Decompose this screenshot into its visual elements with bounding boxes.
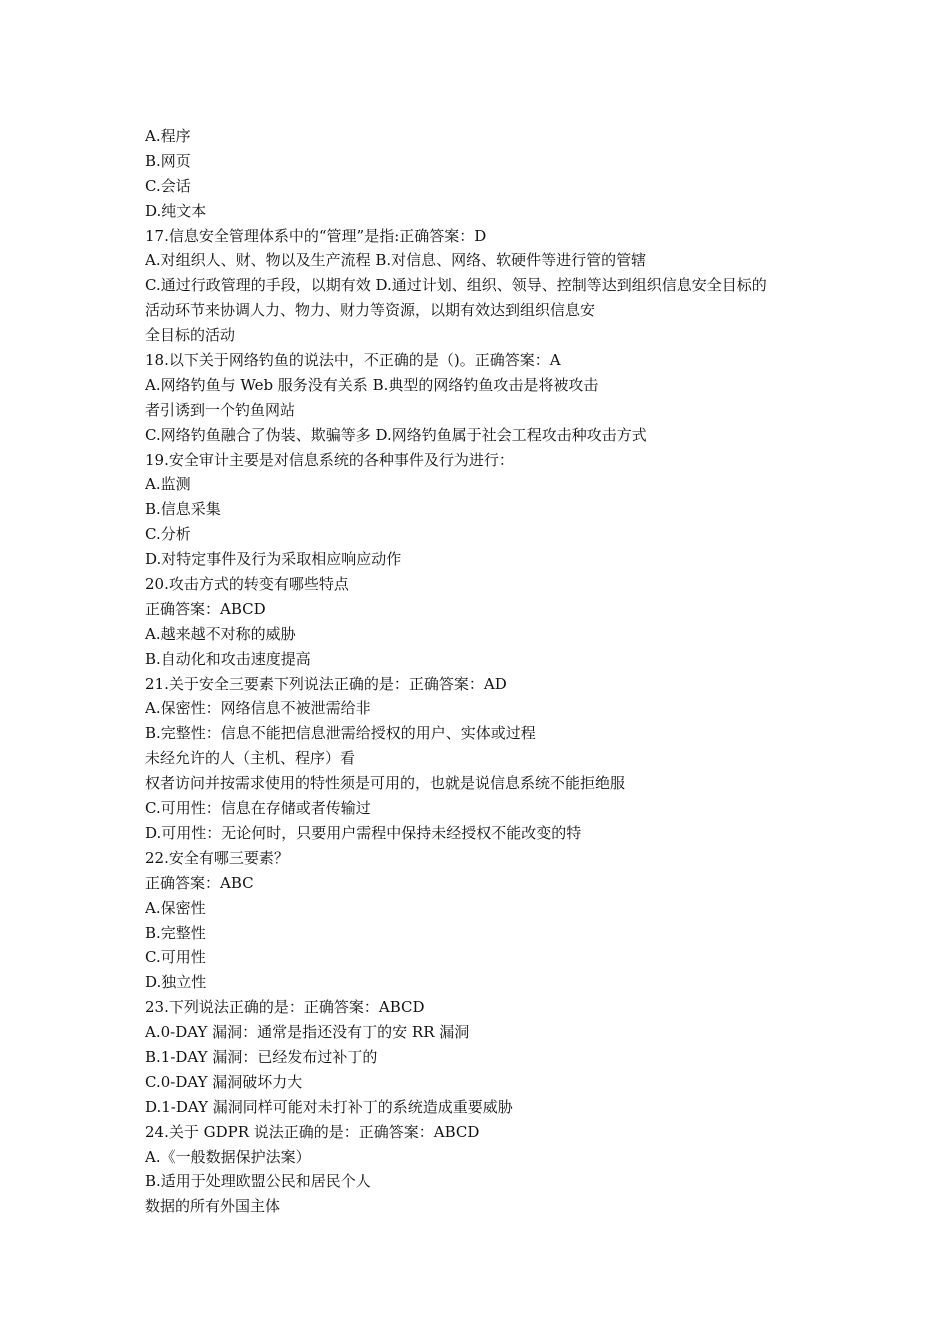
text-line: B.完整性: [145, 923, 206, 942]
text-line: C.可用性：信息在存储或者传输过: [145, 799, 371, 818]
text-line: A.保密性：网络信息不被泄需给非: [145, 699, 371, 718]
text-line: D.独立性: [145, 973, 207, 992]
text-line: D.1-DAY 漏洞同样可能对未打补丁的系统造成重要威胁: [145, 1097, 513, 1116]
text-line: 未经允许的人（主机、程序）看: [145, 749, 356, 768]
text-line: D.对特定事件及行为采取相应响应动作: [145, 550, 402, 569]
text-line: B.完整性：信息不能把信息泄需给授权的用户、实体或过程: [145, 724, 536, 743]
text-line: A.保密性: [145, 898, 206, 917]
text-line: A.网络钓鱼与 Web 服务没有关系 B.典型的网络钓鱼攻击是将被攻击: [145, 375, 599, 394]
text-line: C.通过行政管理的手段，以期有效 D.通过计划、组织、领导、控制等达到组织信息安全目标的: [145, 276, 767, 295]
text-line: 权者访问并按需求使用的特性须是可用的，也就是说信息系统不能拒绝服: [145, 774, 626, 793]
text-line: C.分析: [145, 525, 191, 544]
question-text-body: [145, 124, 825, 1219]
text-line: C.0-DAY 漏洞破坏力大: [145, 1072, 303, 1091]
text-line: C.会话: [145, 176, 191, 195]
text-line: A.程序: [145, 127, 191, 145]
text-line: A.监测: [145, 475, 191, 494]
text-line: 20.攻击方式的转变有哪些特点: [145, 575, 349, 594]
text-line: 17.信息安全管理体系中的“管理”是指:正确答案：D: [145, 226, 487, 245]
text-line: A.《一般数据保护法案）: [145, 1147, 311, 1166]
text-line: 24.关于 GDPR 说法正确的是：正确答案：ABCD: [145, 1122, 480, 1141]
text-line: 正确答案：ABCD: [145, 599, 266, 618]
text-line: B.信息采集: [145, 500, 221, 519]
text-line: 活动环节来协调人力、物力、财力等资源，以期有效达到组织信息安: [145, 301, 596, 320]
text-line: A.对组织人、财、物以及生产流程 B.对信息、网络、软硬件等进行管的管辖: [145, 251, 647, 270]
text-line: B.自动化和攻击速度提高: [145, 649, 311, 668]
text-line: 19.安全审计主要是对信息系统的各种事件及行为进行：: [145, 450, 514, 469]
text-line: 22.安全有哪三要素？: [145, 848, 289, 867]
text-line: 18.以下关于网络钓鱼的说法中，不正确的是（)。正确答案：A: [145, 351, 561, 370]
text-line: C.网络钓鱼融合了伪装、欺骗等多 D.网络钓鱼属于社会工程攻击种攻击方式: [145, 425, 647, 444]
text-line: 23.下列说法正确的是：正确答案：ABCD: [145, 998, 425, 1017]
text-line: B.1-DAY 漏洞：已经发布过补丁的: [145, 1047, 378, 1066]
text-line: D.纯文本: [145, 201, 207, 220]
text-line: 数据的所有外国主体: [145, 1197, 281, 1216]
text-line: A.越来越不对称的威胁: [145, 624, 296, 643]
text-line: D.可用性：无论何时，只要用户需程中保持未经授权不能改变的特: [145, 823, 582, 842]
text-line: B.适用于处理欧盟公民和居民个人: [145, 1172, 371, 1191]
text-line: 正确答案：ABC: [145, 873, 254, 892]
text-line: 21.关于安全三要素下列说法正确的是：正确答案：AD: [145, 674, 507, 693]
text-line: B.网页: [145, 151, 191, 170]
text-line: 者引诱到一个钓鱼网站: [145, 400, 296, 419]
text-line: C.可用性: [145, 948, 206, 967]
text-line: 全目标的活动: [145, 326, 236, 345]
text-line: A.0-DAY 漏洞：通常是指还没有丁的安 RR 漏洞: [145, 1023, 470, 1042]
